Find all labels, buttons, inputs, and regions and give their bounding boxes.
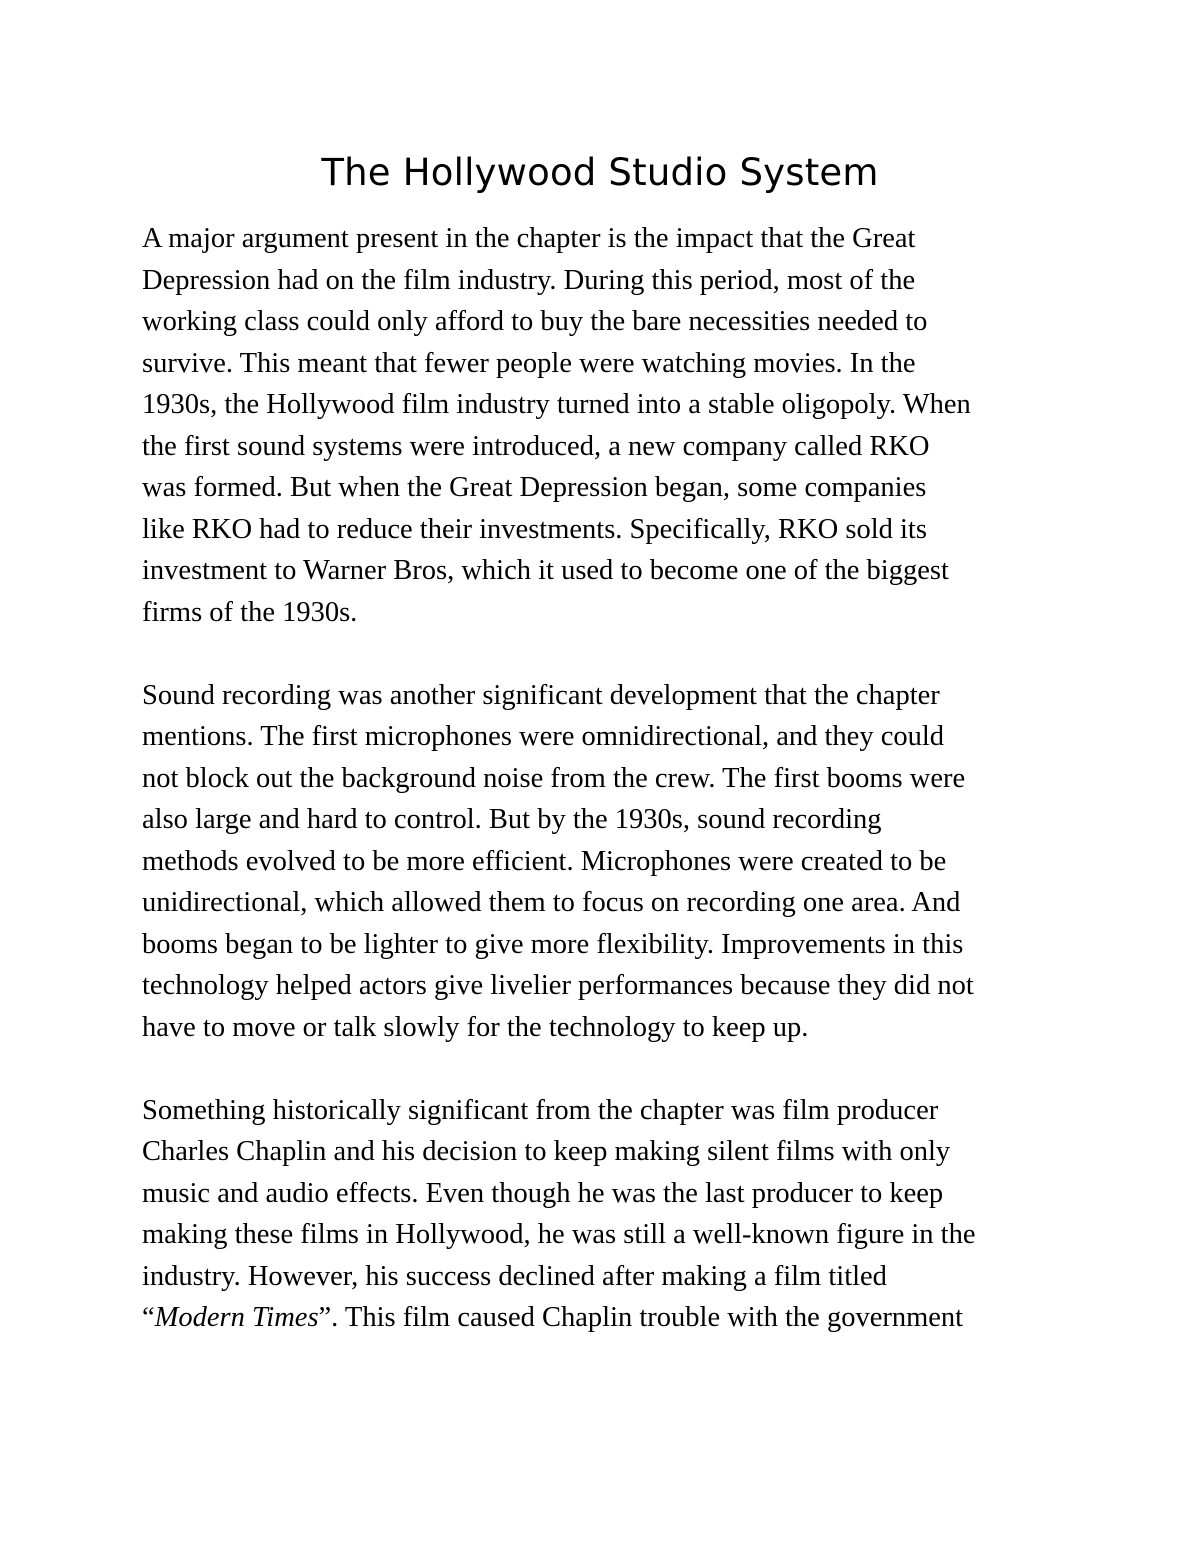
text-line: unidirectional, which allowed them to focus on recording one area. And <box>142 887 961 918</box>
text-line: Depression had on the film industry. During this period, most of the <box>142 264 916 296</box>
text-line: 1930s, the Hollywood film industry turned into a stable oligopoly. When <box>142 389 971 420</box>
text-line: booms began to be lighter to give more flexibility. Improvements in this <box>142 928 964 960</box>
text-line: working class could only afford to buy the bare necessities needed to <box>142 306 928 337</box>
film-title: Modern Times <box>154 1302 319 1333</box>
text-line: firms of the 1930s. <box>142 596 358 628</box>
line-remainder: This film caused Chaplin trouble with the government <box>338 1302 964 1333</box>
paragraph-sound-recording <box>142 675 1072 1049</box>
text-line: Something historically significant from the chapter was film producer <box>142 1094 939 1126</box>
text-line-with-film-title <box>142 1297 1072 1339</box>
text-line: music and audio effects. Even though he was the last producer to keep <box>142 1177 944 1209</box>
text-line: not block out the background noise from the crew. The first booms were <box>142 762 966 794</box>
open-quote: “ <box>142 1302 155 1333</box>
text-line: like RKO had to reduce their investments. Specifically, RKO sold its <box>142 513 927 545</box>
document-body <box>142 218 1072 1380</box>
paragraph-depression <box>142 218 1072 633</box>
text-line: the first sound systems were introduced, a new company called RKO <box>142 430 930 462</box>
close-quote: ”. <box>318 1302 339 1333</box>
text-line: investment to Warner Bros, which it used to become one of the biggest <box>142 555 949 586</box>
text-line: making these films in Hollywood, he was still a well-known figure in the <box>142 1219 976 1250</box>
paragraph-chaplin <box>142 1090 1072 1339</box>
text-line: survive. This meant that fewer people were watching movies. In the <box>142 347 916 379</box>
text-line: Sound recording was another significant development that the chapter <box>142 679 940 711</box>
text-line: technology helped actors give livelier performances because they did not <box>142 970 974 1001</box>
text-line: also large and hard to control. But by the 1930s, sound recording <box>142 804 882 835</box>
text-line: was formed. But when the Great Depression began, some companies <box>142 472 927 503</box>
text-line: Charles Chaplin and his decision to keep making silent films with only <box>142 1136 951 1167</box>
text-line: A major argument present in the chapter is the impact that the Great <box>142 223 916 254</box>
text-line: industry. However, his success declined after making a film titled <box>142 1260 887 1292</box>
text-line: methods evolved to be more efficient. Microphones were created to be <box>142 845 947 877</box>
text-line: have to move or talk slowly for the technology to keep up. <box>142 1011 809 1043</box>
text-line: mentions. The first microphones were omnidirectional, and they could <box>142 721 945 752</box>
document-title: The Hollywood Studio System <box>321 151 879 194</box>
